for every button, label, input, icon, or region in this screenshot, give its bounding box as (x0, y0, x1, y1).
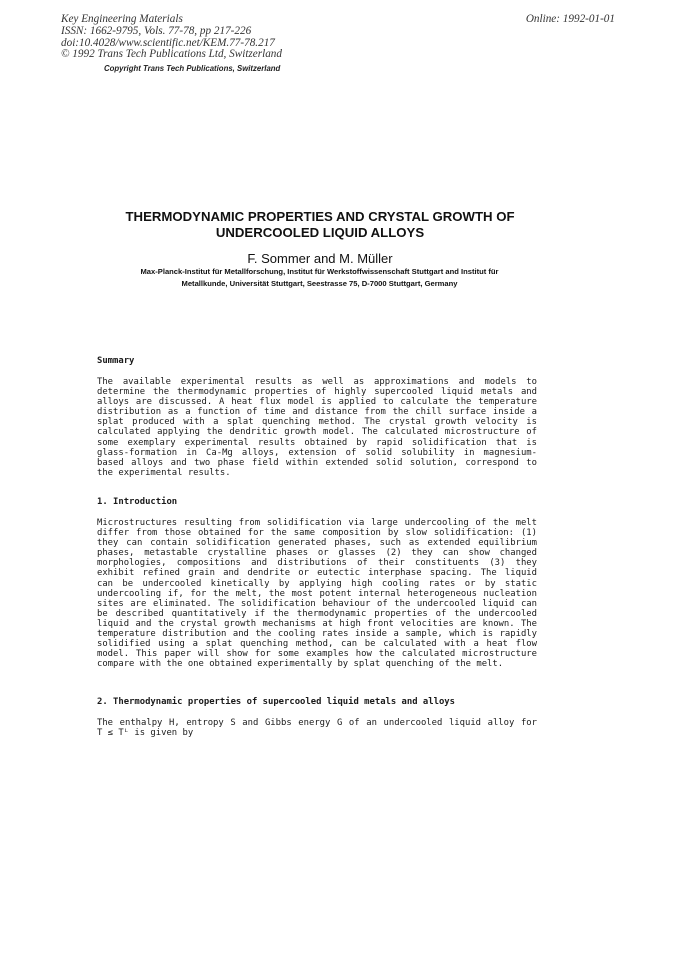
text-line: alloys are discussed. A heat flux model is applied to calculate the temperature (97, 397, 537, 408)
text-line: T ≤ Tᴸ is given by (97, 728, 194, 739)
summary-paragraph (97, 377, 537, 478)
thermodynamic-heading: 2. Thermodynamic properties of supercooled liquid metals and alloys (97, 697, 455, 707)
text-line: phases, metastable crystalline phases or glasses (2) they can show changed (97, 548, 537, 559)
text-line: temperature distribution and the cooling rates inside a sample, which is rapidly (97, 629, 537, 640)
text-line: can be undercooled kinetically by applying high cooling rates or by static (97, 578, 537, 589)
introduction-paragraph (97, 518, 537, 669)
authors: F. Sommer and M. Müller (247, 251, 393, 266)
text-line: they can contain solidification generated phases, such as extended equilibrium (97, 538, 537, 549)
text-line: compare with the one obtained experimentally by splat quenching of the melt. (97, 659, 504, 670)
copyright-line: © 1992 Trans Tech Publications Ltd, Switzerland (61, 48, 282, 61)
introduction-heading: 1. Introduction (97, 497, 178, 507)
issn-line: ISSN: 1662-9795, Vols. 77-78, pp 217-226 (61, 24, 252, 37)
text-line: distribution as a function of time and distance from the chill surface inside a (97, 407, 537, 418)
text-line: be described quantitatively if the thermodynamic properties of the undercooled (97, 608, 537, 619)
text-line: undercooling if, for the melt, the most potent internal heterogeneous nucleation (97, 588, 537, 599)
thermodynamic-paragraph (97, 718, 537, 738)
text-line: model. This paper will show for some examples how the calculated microstructure (97, 649, 537, 660)
text-line: determine the thermodynamic properties of highly supercooled liquid metals and (97, 387, 537, 398)
text-line: the experimental results. (97, 467, 231, 478)
text-line: some exemplary experimental results obtained by rapid solidification that is (97, 437, 537, 448)
summary-heading: Summary (97, 356, 135, 366)
text-line: The available experimental results as well as approximations and models to (97, 377, 537, 387)
text-line: differ from those obtained for the same composition by slow solidification: (1) (97, 528, 537, 539)
text-line: The enthalpy H, entropy S and Gibbs energy G of an undercooled liquid alloy for (97, 718, 537, 728)
text-line: Microstructures resulting from solidification via large undercooling of the melt (97, 518, 537, 528)
text-line: morphologies, compositions and distributions of their constituents (3) they (97, 558, 537, 569)
affiliation (112, 266, 527, 289)
text-line: sites are eliminated. The solidification behaviour of the undercooled liquid can (97, 598, 537, 609)
text-line: exhibit refined grain and dendrite or eutectic interphase spacing. The liquid (97, 568, 537, 579)
doi-line: doi:10.4028/www.scientific.net/KEM.77-78.217 (61, 36, 275, 49)
journal-header (61, 14, 282, 61)
text-line: solidified using a splat quenching method, can be calculated with a heat flow (97, 639, 537, 650)
affiliation-line: Metallkunde, Universität Stuttgart, Seestrasse 75, D-7000 Stuttgart, Germany (181, 278, 458, 288)
copyright-stamp: Copyright Trans Tech Publications, Switzerland (104, 64, 281, 73)
affiliation-line: Max-Planck-Institut für Metallforschung, Institut für Werkstoffwissenschaft Stuttgart and Institut für (140, 267, 499, 276)
text-line: splat produced with a splat quenching method. The crystal growth velocity is (97, 417, 537, 428)
text-line: glass-formation in Ca-Mg alloys, extension of solid solubility in magnesium- (97, 447, 537, 458)
text-line: liquid and the crystal growth mechanisms at high front velocities are known. The (97, 618, 537, 629)
title-line: UNDERCOOLED LIQUID ALLOYS (215, 224, 425, 240)
text-line: calculated applying the dendritic growth model. The calculated microstructure of (97, 427, 537, 438)
paper-title (0, 209, 640, 240)
journal-name: Key Engineering Materials (61, 13, 183, 25)
text-line: based alloys and two phase field within extended solid solution, correspond to (97, 457, 537, 468)
title-line: THERMODYNAMIC PROPERTIES AND CRYSTAL GROWTH OF (125, 209, 515, 224)
online-date: Online: 1992-01-01 (525, 13, 615, 25)
